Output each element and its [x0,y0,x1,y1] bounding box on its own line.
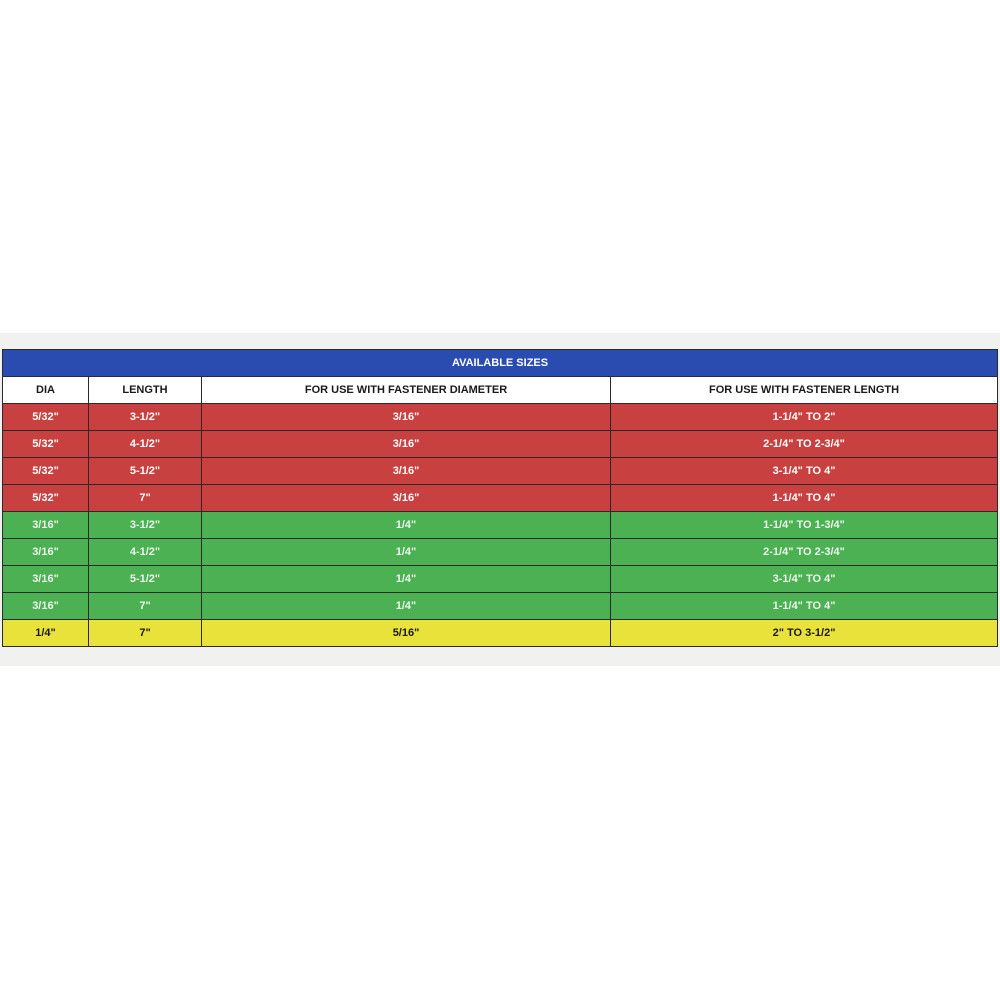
cell-fastener-diameter: 3/16" [202,485,611,512]
cell-length: 4-1/2" [89,431,202,458]
cell-fastener-length: 1-1/4" TO 4" [611,485,998,512]
table-row [3,404,998,431]
column-header-dia: DIA [3,377,89,404]
cell-dia: 5/32" [3,404,89,431]
cell-length: 7" [89,620,202,647]
cell-length: 5-1/2" [89,458,202,485]
column-header-fastener-length: FOR USE WITH FASTENER LENGTH [611,377,998,404]
cell-length: 3-1/2" [89,512,202,539]
cell-dia: 1/4" [3,620,89,647]
cell-length: 7" [89,485,202,512]
available-sizes-table [2,349,998,647]
table-header-row [3,377,998,404]
cell-fastener-length: 1-1/4" TO 1-3/4" [611,512,998,539]
cell-fastener-length: 1-1/4" TO 2" [611,404,998,431]
cell-length: 5-1/2" [89,566,202,593]
cell-fastener-length: 2-1/4" TO 2-3/4" [611,539,998,566]
column-header-fastener-diameter: FOR USE WITH FASTENER DIAMETER [202,377,611,404]
cell-fastener-length: 2" TO 3-1/2" [611,620,998,647]
cell-fastener-diameter: 3/16" [202,458,611,485]
cell-fastener-length: 2-1/4" TO 2-3/4" [611,431,998,458]
cell-fastener-length: 3-1/4" TO 4" [611,566,998,593]
cell-fastener-length: 1-1/4" TO 4" [611,593,998,620]
cell-fastener-length: 3-1/4" TO 4" [611,458,998,485]
cell-dia: 3/16" [3,512,89,539]
cell-length: 4-1/2" [89,539,202,566]
cell-fastener-diameter: 1/4" [202,539,611,566]
table-row [3,458,998,485]
column-header-length: LENGTH [89,377,202,404]
cell-fastener-diameter: 3/16" [202,431,611,458]
table-row [3,593,998,620]
cell-length: 7" [89,593,202,620]
cell-dia: 5/32" [3,485,89,512]
cell-dia: 3/16" [3,593,89,620]
cell-dia: 3/16" [3,566,89,593]
table-row [3,512,998,539]
cell-fastener-diameter: 5/16" [202,620,611,647]
cell-fastener-diameter: 1/4" [202,512,611,539]
cell-fastener-diameter: 3/16" [202,404,611,431]
cell-length: 3-1/2" [89,404,202,431]
table-row [3,485,998,512]
cell-dia: 5/32" [3,431,89,458]
table-row [3,539,998,566]
table-row [3,431,998,458]
table-row [3,566,998,593]
table-row [3,620,998,647]
cell-dia: 5/32" [3,458,89,485]
table-title: AVAILABLE SIZES [3,350,998,377]
cell-fastener-diameter: 1/4" [202,593,611,620]
cell-fastener-diameter: 1/4" [202,566,611,593]
cell-dia: 3/16" [3,539,89,566]
